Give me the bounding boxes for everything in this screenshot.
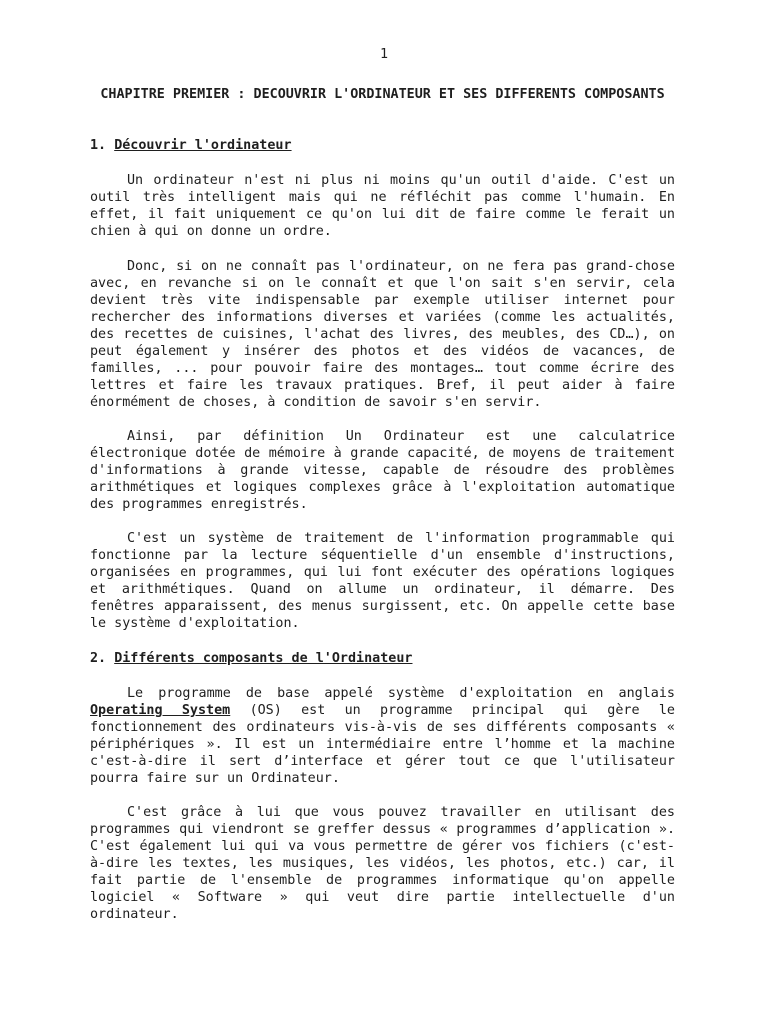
paragraph-text: Le programme de base appelé système d'exploitation en anglais [127,686,675,701]
paragraph: Donc, si on ne connaît pas l'ordinateur, on ne fera pas grand-chose avec, en revanche si on le connaît et que l'on sait s'en servir, cela devient très vite indispensable par exemple utiliser internet pour rechercher des informations diverses et variées (comme les actualités, des recettes de cuisines, l'achat des livres, des meubles, des CD…), on peut également y insérer des photos et des vidéos de vacances, de familles, ... pour pouvoir faire des montages… tout comme écrire des lettres et faire les travaux pratiques. Bref, il peut aider à faire énormément de choses, à condition de savoir s'en servir. [90,259,675,410]
page-number: 1 [379,47,389,62]
operating-system-term: Operating System [90,703,231,718]
paragraph: C'est un système de traitement de l'information programmable qui fonctionne par la lecture séquentielle d'un ensemble d'instructions, organisées en programmes, qui lui font exécuter des opérations logiques et arithmétiques. Quand on allume un ordinateur, il démarre. Des fenêtres apparaissent, des menus surgissent, etc. On appelle cette base le système d'exploitation. [90,531,675,631]
section-heading-1 [90,137,675,154]
paragraph [90,685,675,787]
section-title: Découvrir l'ordinateur [114,138,292,153]
section-number: 1. [90,138,107,153]
chapter-title: CHAPITRE PREMIER : DECOUVRIR L'ORDINATEUR ET SES DIFFERENTS COMPOSANTS [100,87,665,102]
section-heading-2 [90,650,675,667]
paragraph: Ainsi, par définition Un Ordinateur est une calculatrice électronique dotée de mémoire à grande capacité, de moyens de traitement d'informations à grande vitesse, capable de résoudre des problèmes arithmétiques et logiques complexes grâce à l'exploitation automatique des programmes enregistrés. [90,429,675,512]
paragraph-text: (OS) est un programme principal qui gère le fonctionnement des ordinateurs vis-à-vis de ses différents composants « périphériques ». Il est un intermédiaire entre l’homme et la machine c'est-à-dire il sert d’interface et gérer tout ce que l'utilisateur pourra faire sur un Ordinateur. [90,703,675,786]
section-title: Différents composants de l'Ordinateur [114,651,413,666]
paragraph: C'est grâce à lui que vous pouvez travailler en utilisant des programmes qui viendront se greffer dessus « programmes d’application ». C'est également lui qui va vous permettre de gérer vos fichiers (c'est-à-dire les textes, les musiques, les vidéos, les photos, etc.) car, il fait partie de l'ensemble de programmes informatique qu'on appelle logiciel « Software » qui veut dire partie intellectuelle d'un ordinateur. [90,805,675,922]
paragraph: Un ordinateur n'est ni plus ni moins qu'un outil d'aide. C'est un outil très intelligent mais qui ne réfléchit pas comme l'humain. En effet, il fait uniquement ce qu'on lui dit de faire comme le ferait un chien à qui on donne un ordre. [90,173,675,239]
section-number: 2. [90,651,107,666]
